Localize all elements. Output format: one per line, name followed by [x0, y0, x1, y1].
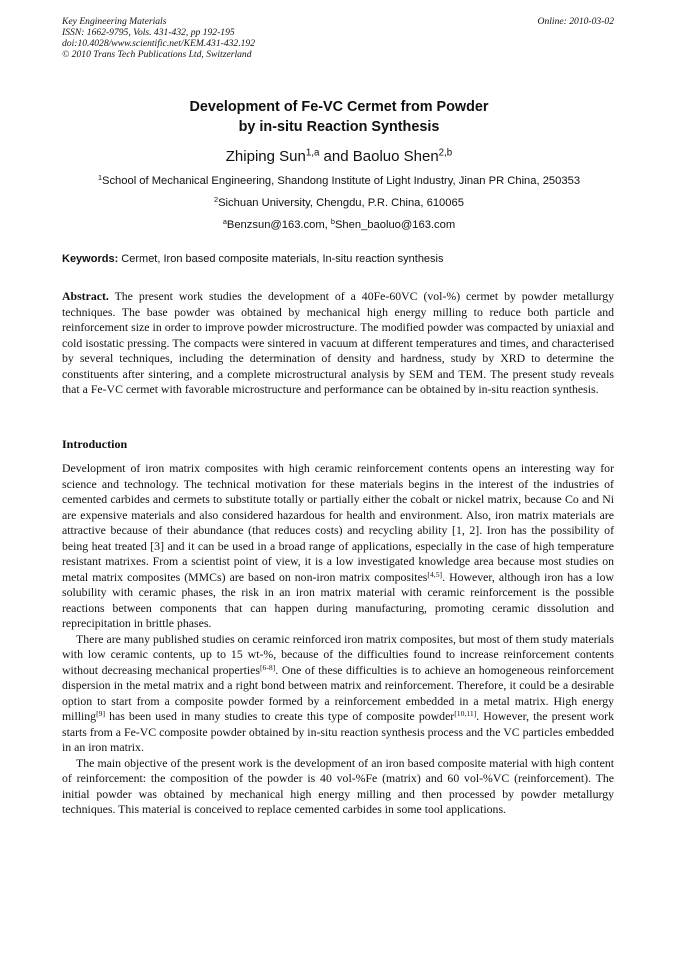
author-emails: [62, 218, 616, 232]
citation-4-5: [4,5]: [427, 569, 443, 579]
intro-p1-text-b: . However, although iron has a low solubility with ceramic phases, the risk in an iron matrix material with ceramic reinforcement is the possible reactions between components that can happen during manufacturing, promoting ceramic dissolution and reprecipitation in brittle phases.: [62, 569, 614, 630]
title-line-1: Development of Fe-VC Cermet from Powder: [189, 99, 489, 115]
citation-9: [9]: [96, 708, 106, 718]
citation-6-8: [6-8]: [259, 662, 276, 672]
intro-paragraph-2: [62, 632, 614, 756]
email-a: Benzsun@163.com,: [226, 219, 331, 231]
keywords-label: Keywords:: [62, 253, 119, 265]
introduction-body: [62, 461, 614, 818]
paper-title: [62, 97, 616, 137]
title-line-2: by in-situ Reaction Synthesis: [238, 119, 440, 135]
intro-p2-text-a: There are many published studies on ceramic reinforced iron matrix composites, but most of them study materials with low ceramic contents, up to 15 wt-%, because of the difficulties found to increase reinforcement contents without decreasing mechanical properties: [62, 631, 614, 677]
abstract-label: Abstract.: [62, 289, 109, 303]
intro-p2-text-d: . However, the present work starts from a Fe-VC composite powder obtained by in-situ reaction synthesis process and the VC particles embedded in an iron matrix.: [62, 709, 614, 754]
intro-paragraph-1: [62, 461, 614, 632]
email-b-marker: b: [330, 217, 335, 226]
affiliation-1-marker: 1: [97, 173, 102, 182]
affiliation-2: [62, 196, 616, 210]
intro-p2-text-b: . One of these difficulties is to achieve an homogeneous reinforcement dispersion in the metal matrix and a right bond between matrix and reinforcement. Therefore, it could be a desirable option to start from a composite powder formed by a reinforcement embedded in a metal matrix. High energy milling: [62, 662, 614, 723]
affiliation-2-marker: 2: [214, 195, 219, 204]
citation-10-11: [10,11]: [454, 708, 477, 718]
author-list: [62, 147, 616, 167]
email-a-marker: a: [222, 217, 227, 226]
journal-name: Key Engineering Materials: [62, 16, 167, 27]
journal-metadata: [62, 16, 255, 60]
intro-paragraph-3: The main objective of the present work is the development of an iron based composite material with high content of reinforcement: the composition of the powder is 40 vol-%Fe (matrix) and 60 vol-%VC (reinforcement). The initial powder was obtained by mechanical high energy milling and then processed by powder metallurgy techniques. This material is conceived to replace cemented carbides in some tool applications.: [62, 755, 614, 816]
affiliation-1: [62, 174, 616, 188]
keywords: [62, 252, 616, 266]
keywords-text: Cermet, Iron based composite materials, In-situ reaction synthesis: [118, 253, 444, 265]
affiliation-1-text: School of Mechanical Engineering, Shandong Institute of Light Industry, Jinan PR China, 250353: [101, 175, 581, 187]
author-conjunction: and: [319, 148, 353, 165]
email-b: Shen_baoluo@163.com: [334, 219, 456, 231]
abstract-paragraph: [62, 289, 614, 398]
abstract: [62, 289, 614, 398]
doi-line: doi:10.4028/www.scientific.net/KEM.431-432.192: [62, 38, 256, 49]
issn-line: ISSN: 1662-9795, Vols. 431-432, pp 192-195: [62, 27, 235, 38]
online-date: Online: 2010-03-02: [537, 16, 614, 27]
author-1: Zhiping Sun: [225, 148, 306, 165]
author-2-affiliation: 2,b: [438, 147, 453, 159]
affiliation-2-text: Sichuan University, Chengdu, P.R. China, 610065: [218, 197, 464, 209]
intro-p1-text-a: Development of iron matrix composites with high ceramic reinforcement contents opens an interesting way for science and technology. The technical motivation for these materials begins in the interest of the industries of cemented carbides and cermets to substitute totally or partially either the cobalt or nickel matrix, because Co and Ni are expensive materials and also considered hazardous for health and environment. Also, iron matrix materials are attractive because of their abundance (that reduces costs) and recycling ability [1, 2]. Iron has the possibility of being heat treated [3] and it can be used in a broad range of applications, especially in the case of high temperature resistant matrixes. From a scientist point of view, it is a low investigated knowledge area because most studies on metal matrix composites (MMCs) are based on non-iron matrix composites: [62, 461, 614, 584]
author-1-affiliation: 1,a: [305, 147, 320, 159]
abstract-text: The present work studies the development of a 40Fe-60VC (vol-%) cermet by powder metallurgy techniques. The base powder was obtained by mechanical high energy milling to reduce both particle and reinforcement size in order to improve powder microstructure. The modified powder was compacted by uniaxial and cold isostatic pressing. The compacts were sintered in vacuum at different temperatures and times, and characterised by several techniques, including the determination of density and hardness, study by XRD to determine the constituents after sintering, and a complete microstructural analysis by SEM and TEM. The present study reveals that a Fe-VC cermet with favorable microstructure and performance can be obtained by in-situ reaction synthesis.: [62, 289, 614, 396]
copyright-line: © 2010 Trans Tech Publications Ltd, Switzerland: [62, 49, 252, 60]
intro-p2-text-c: has been used in many studies to create this type of composite powder: [105, 709, 455, 723]
introduction-heading: Introduction: [62, 437, 128, 451]
author-2: Baoluo Shen: [352, 148, 439, 165]
